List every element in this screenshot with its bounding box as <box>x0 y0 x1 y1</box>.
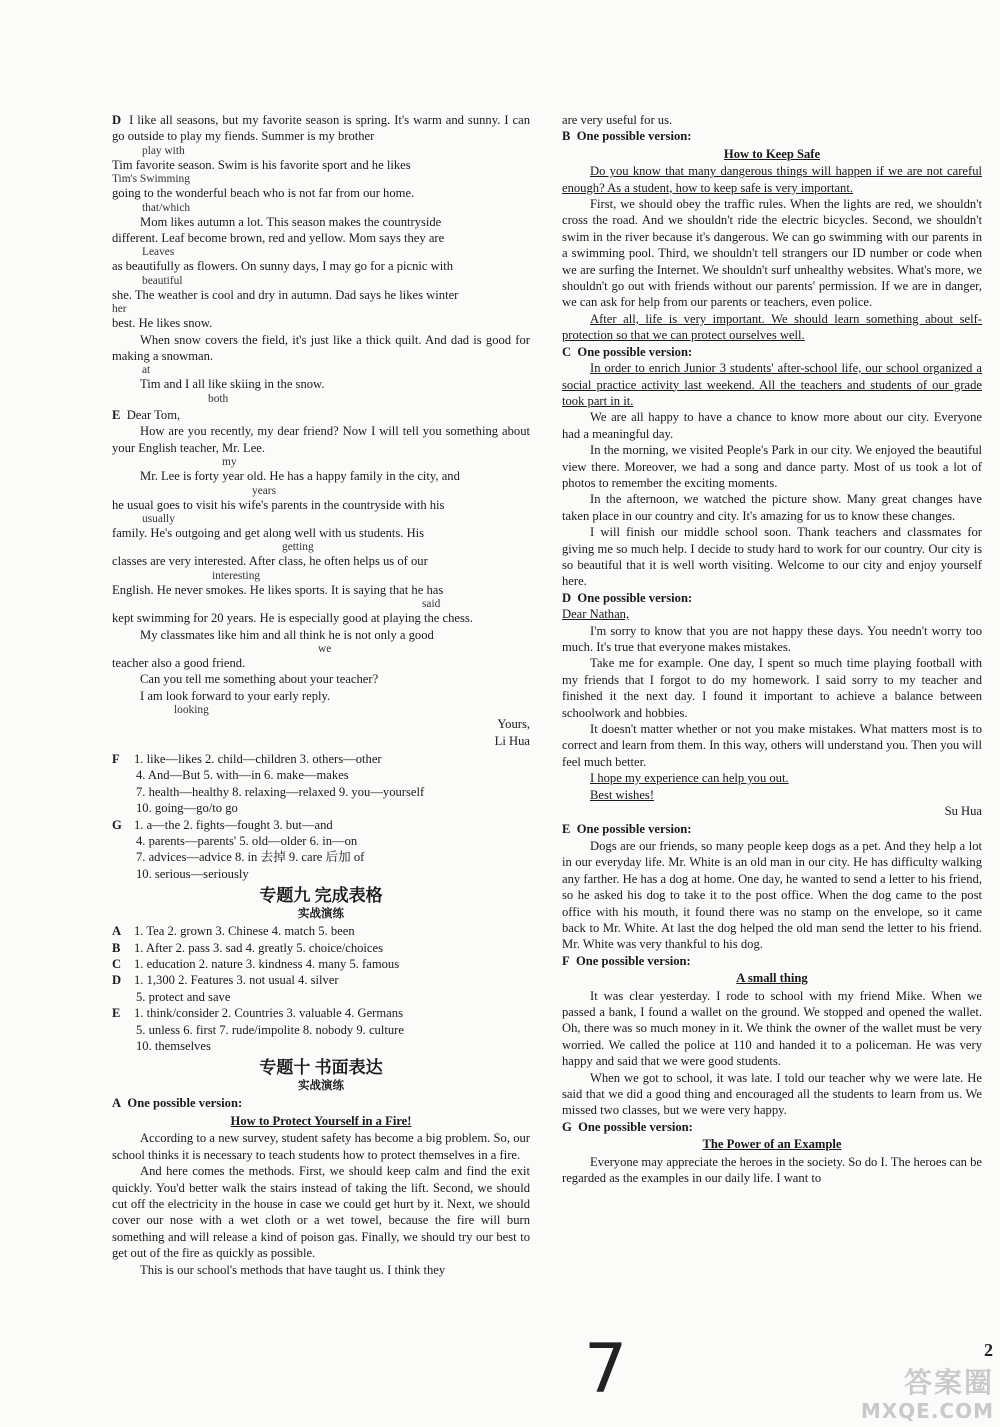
section-10-a <box>112 1095 530 1277</box>
label-d: D <box>112 113 122 127</box>
label-a: A <box>112 1096 122 1111</box>
label-e: E <box>562 822 571 837</box>
paragraph: It doesn't matter whether or not you make mistakes. What matters most is to correct and learn from them. In this way, others will understand you. Then you will feel much better. <box>562 722 982 769</box>
right-column <box>562 112 982 1186</box>
paragraph: I hope my experience can help you out. <box>590 771 789 786</box>
essay-heading: How to Keep Safe <box>723 146 821 161</box>
left-column <box>112 112 530 1278</box>
correction: Tim's Swimming <box>112 173 190 186</box>
essay-heading: The Power of an Example <box>702 1137 842 1152</box>
answer-row: 1. think/consider 2. Countries 3. valuable 4. Germans <box>134 1006 403 1021</box>
paragraph: When we got to school, it was late. I told our teacher why we were late. He said that we did a good thing and encouraged all the students to learn from us. We missed two classes, but we were very happy. <box>562 1070 982 1118</box>
paragraph: I will finish our middle school soon. Thank teachers and classmates for giving me so much help. I decide to study hard to work for our country. Our city is so beautiful that it is well worth visiting. Welcome to our city and enjoy yourself here. <box>562 525 982 589</box>
answer-row: 1. 1,300 2. Features 3. not usual 4. silver <box>134 973 339 988</box>
answer-row: 1. Tea 2. grown 3. Chinese 4. match 5. been <box>134 924 355 939</box>
e-line-1: Dear Tom, <box>126 407 181 422</box>
correction: at <box>142 364 151 377</box>
paragraph: After all, life is very important. We should learn something about self-protection so that we can protect ourselves well. <box>562 311 982 343</box>
correction: interesting <box>212 569 261 582</box>
e-closing: Yours, <box>497 717 530 732</box>
label-b: B <box>562 129 571 144</box>
paragraph: Everyone may appreciate the heroes in the society. So do I. The heroes can be regarded as the examples in our daily life. I want to <box>562 1154 983 1185</box>
answer-label: C <box>112 957 122 972</box>
e-line-8: family. He's outgoing and get along well with us students. His <box>112 525 425 540</box>
d-line-14: best. He likes snow. <box>112 316 213 331</box>
page-number: 2 <box>984 1340 993 1360</box>
version-label: One possible version: <box>127 1096 243 1111</box>
correction: we <box>318 642 332 655</box>
a-continuation: are very useful for us. <box>562 113 673 127</box>
correction: play with <box>142 144 185 157</box>
section-d-right <box>562 590 982 820</box>
label-g: G <box>112 817 122 832</box>
label-c: C <box>562 344 572 359</box>
f-row: 7. health—healthy 8. relaxing—relaxed 9. you—yourself <box>136 784 425 799</box>
f-row: 1. like—likes 2. child—children 3. others—other <box>134 751 382 766</box>
letter-greeting: Dear Nathan, <box>562 607 630 622</box>
section-c <box>562 344 982 590</box>
e-line-14: kept swimming for 20 years. He is especially good at playing the chess. <box>112 611 473 626</box>
paragraph: According to a new survey, student safety has become a big problem. So, our school thinks it is necessary to teach students how to protect themselves in a fire. <box>112 1131 530 1162</box>
f-row: 4. And—But 5. with—in 6. make—makes <box>136 768 349 783</box>
d-line-7: Mom likes autumn a lot. This season makes the countryside <box>140 214 442 229</box>
section-g <box>112 817 530 883</box>
e-line-12: English. He never smokes. He likes sports. It is saying that he has <box>112 582 444 597</box>
answer-row: 1. education 2. nature 3. kindness 4. many 5. famous <box>134 957 400 972</box>
letter-signature: Su Hua <box>944 804 982 819</box>
g-row: 4. parents—parents' 5. old—older 6. in—on <box>136 834 358 848</box>
section-e <box>112 407 530 749</box>
paragraph: I'm sorry to know that you are not happy these days. You needn't worry too much. It's true that everyone makes mistakes. <box>562 623 982 654</box>
g-row: 7. advices—advice 8. in 去掉 9. care 后加 of <box>136 850 365 865</box>
label-f: F <box>562 953 570 968</box>
paragraph: In the afternoon, we watched the picture show. Many great changes have taken place in our country and city. It's amazing for us to know these changes. <box>562 492 982 523</box>
watermark-logo <box>858 1355 1000 1427</box>
watermark-top-text: 答案圈 <box>903 1366 994 1399</box>
section-10-subtitle: 实战演练 <box>298 1080 344 1093</box>
handwritten-mark: 7 <box>584 1330 628 1409</box>
f-row: 10. going—go/to go <box>136 801 238 816</box>
answer-label: A <box>112 924 122 939</box>
version-label: One possible version: <box>578 1119 693 1134</box>
section-f-right <box>562 953 982 1119</box>
e-line-19: I am look forward to your early reply. <box>140 688 331 703</box>
correction: usually <box>142 512 175 525</box>
answer-row: 1. After 2. pass 3. sad 4. greatly 5. choice/choices <box>134 940 384 955</box>
e-line-6: he usual goes to visit his wife's parents in the countryside with his <box>112 497 445 512</box>
d-line-3: Tim favorite season. Swim is his favorite sport and he likes <box>112 157 411 172</box>
paragraph: We are all happy to have a chance to know more about our city. Everyone had a meaningful day. <box>562 410 982 441</box>
e-line-18: Can you tell me something about your teacher? <box>140 672 379 687</box>
correction: her <box>112 303 127 316</box>
answer-label: D <box>112 973 122 988</box>
version-label: One possible version: <box>576 822 692 837</box>
d-line-10: as beautifully as flowers. On sunny days, I may go for a picnic with <box>112 259 454 274</box>
watermark-bottom-text: MXQE.COM <box>860 1399 994 1423</box>
correction: Leaves <box>142 246 175 259</box>
answer-row: 5. unless 6. first 7. rude/impolite 8. nobody 9. culture <box>136 1022 404 1037</box>
paragraph: Do you know that many dangerous things will happen if we are not careful enough? As a student, how to keep safe is very important. <box>562 164 982 195</box>
section-d <box>112 112 530 405</box>
d-line-17: Tim and I all like skiing in the snow. <box>140 377 325 392</box>
section-g-right <box>562 1119 982 1187</box>
d-line-5: going to the wonderful beach who is not far from our home. <box>112 186 415 201</box>
correction: years <box>252 484 277 497</box>
e-line-4: Mr. Lee is forty year old. He has a happy family in the city, and <box>140 469 460 484</box>
correction: that/which <box>142 201 191 214</box>
section-b <box>562 128 982 343</box>
e-line-10: classes are very interested. After class, he often helps us of our <box>112 554 428 569</box>
label-f: F <box>112 751 120 766</box>
version-label: One possible version: <box>577 590 693 605</box>
g-row: 1. a—the 2. fights—fought 3. but—and <box>134 817 333 832</box>
correction: beautiful <box>142 274 183 287</box>
e-line-15: My classmates like him and all think he is not only a good <box>140 627 434 642</box>
paragraph: First, we should obey the traffic rules. When the lights are red, we shouldn't cross the road. And we shouldn't ride the electric bicycles. Second, we shouldn't swim in the river because it's dangerous. We can go swimming with our parents in a swimming pool. Third, we shouldn't tell strangers our ID number or code when we are surfing the Internet. We shouldn't surf unhealthy websites. What's more, we shouldn't go out with friends without our parents' permission. If we are in danger, we can ask for help from our parents or teachers, even police. <box>562 197 982 310</box>
paragraph: This is our school's methods that have taught us. I think they <box>140 1262 446 1277</box>
paragraph: And here comes the methods. First, we should keep calm and find the exit quickly. You'd better walk the stairs instead of taking the lift. Second, we should cut off the electricity in the house in case we could get hurt by it. Next, we should cover our nose with a wet cloth or a wet towel, because the fire will burn something and will release a kind of poison gas. Finally, we should try our best to get out of the fire as quickly as possible. <box>112 1164 530 1261</box>
e-signature: Li Hua <box>494 733 530 748</box>
correction: looking <box>174 704 209 717</box>
section-9-subtitle: 实战演练 <box>298 908 344 921</box>
version-label: One possible version: <box>576 953 691 968</box>
d-line-8: different. Leaf become brown, red and yellow. Mom says they are <box>112 231 445 246</box>
correction: said <box>422 598 441 611</box>
label-g: G <box>562 1119 572 1134</box>
version-label: One possible version: <box>577 344 693 359</box>
answer-label: E <box>112 1006 121 1021</box>
version-label: One possible version: <box>576 129 692 144</box>
section-f <box>112 751 530 817</box>
correction: both <box>208 392 229 405</box>
d-line-1: I like all seasons, but my favorite season is spring. It's warm and sunny. I can go outside to play my fiends. Summer is my brother <box>112 113 531 144</box>
correction: my <box>222 456 237 469</box>
paragraph: In order to enrich Junior 3 students' after-school life, our school organized a social practice activity last weekend. All the teachers and students of our grade took part in it. <box>562 361 982 408</box>
answer-label: B <box>112 940 121 955</box>
paragraph: In the morning, we visited People's Park in our city. We enjoyed the beautiful view there. Moreover, we had a song and dance party. Most of us took a lot of photos to remember the exciting moments. <box>562 443 982 490</box>
section-9-title: 专题九 完成表格 <box>259 886 383 906</box>
essay-heading: A small thing <box>736 971 808 986</box>
d-line-15: When snow covers the field, it's just like a thick quilt. And dad is good for making a snowman. <box>112 332 530 364</box>
paragraph: Dogs are our friends, so many people keep dogs as a pet. And they help a lot in our everyday life. Mr. White is an old man in our city. He has difficulty walking any farther. He has a dog at home. One day, he wanted to send a letter to his friend, so he asked his dog to take it to the post office. When the dog came to the post office with his mouth, it found there was no stamp on the envelope, so it came back to Mr. White. At last the dog helped the old man send the letter to his friend. Mr. White was very thankful to his dog. <box>562 838 982 952</box>
label-e: E <box>112 407 121 422</box>
e-line-17: teacher also a good friend. <box>112 655 246 670</box>
section-9-answers <box>112 923 530 1054</box>
d-line-12: she. The weather is cool and dry in autumn. Dad says he likes winter <box>112 287 459 302</box>
answer-row: 10. themselves <box>136 1039 211 1054</box>
correction: getting <box>282 541 314 554</box>
answer-row: 5. protect and save <box>136 989 231 1004</box>
e-line-2: How are you recently, my dear friend? Now I will tell you something about your English teacher, Mr. Lee. <box>112 424 530 455</box>
essay-heading: How to Protect Yourself in a Fire! <box>230 1113 412 1128</box>
section-e-right <box>562 821 982 952</box>
letter-closing: Best wishes! <box>590 787 655 802</box>
section-10-title: 专题十 书面表达 <box>259 1058 383 1078</box>
g-row: 10. serious—seriously <box>136 866 249 881</box>
paragraph: Take me for example. One day, I spent so much time playing football with my friends that I forgot to do my homework. I said sorry to my teacher and finished it the next day. I found it important to achieve a balance between schoolwork and hobbies. <box>562 656 982 720</box>
paragraph: It was clear yesterday. I rode to school with my friend Mike. When we passed a bank, I found a wallet on the ground. We stopped and opened the wallet. Oh, there was so much money in it. We think the owner of the wallet must be very worried. We called the police at 110 and handed it to a policeman. He was very happy and said that we were good students. <box>562 988 982 1069</box>
label-d: D <box>562 590 572 605</box>
